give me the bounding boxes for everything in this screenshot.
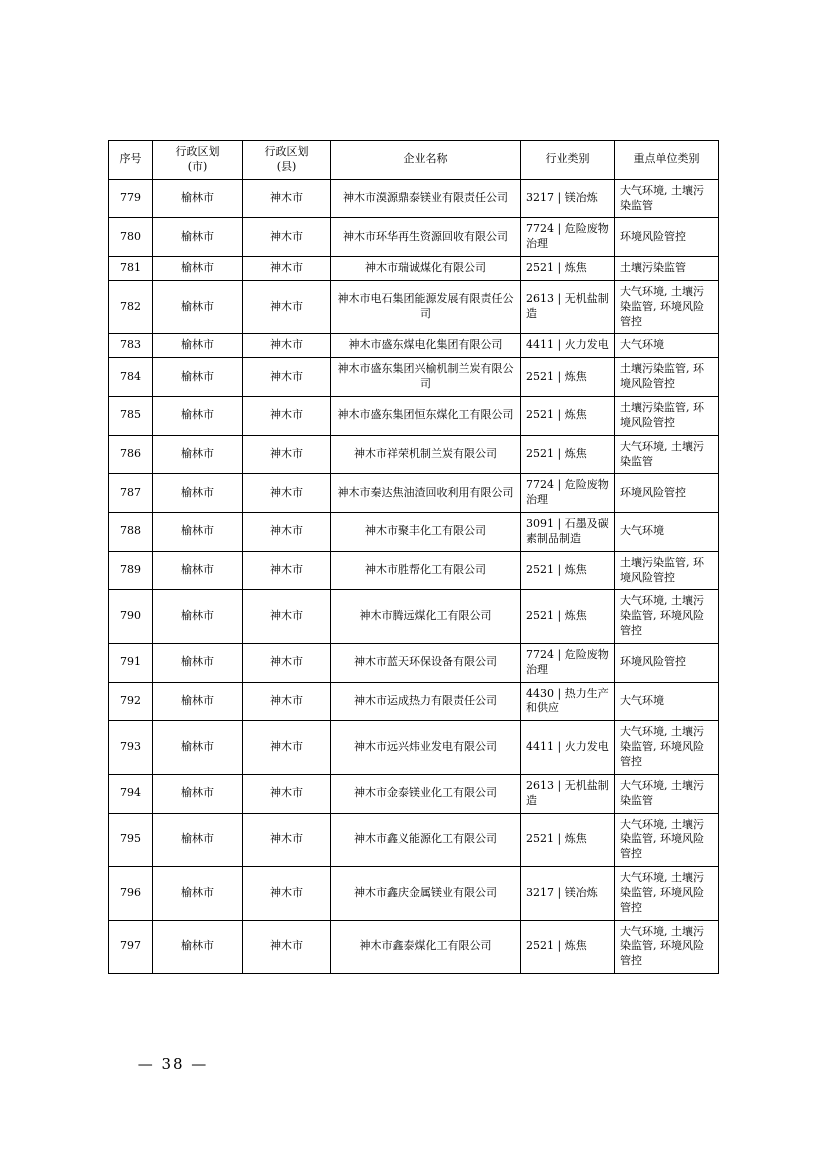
table-row: [109, 721, 719, 775]
column-header-industry: 行业类别: [521, 141, 615, 180]
cell-seq: 796: [109, 867, 153, 921]
cell-city: 榆林市: [153, 179, 243, 218]
table-body: [109, 179, 719, 973]
page-footer: [0, 1055, 826, 1073]
cell-enterprise-name: 神木市漠源鼎泰镁业有限责任公司: [331, 179, 521, 218]
column-header-city-line1: 行政区划: [175, 145, 220, 158]
cell-category: 大气环境, 土壤污染监管: [615, 179, 719, 218]
column-header-seq: 序号: [109, 141, 153, 180]
cell-enterprise-name: 神木市瑞诚煤化有限公司: [331, 257, 521, 281]
cell-enterprise-name: 神木市鑫庆金属镁业有限公司: [331, 867, 521, 921]
cell-city: 榆林市: [153, 513, 243, 552]
cell-seq: 795: [109, 813, 153, 867]
cell-enterprise-name: 神木市环华再生资源回收有限公司: [331, 218, 521, 257]
cell-county: 神木市: [243, 513, 331, 552]
cell-seq: 779: [109, 179, 153, 218]
cell-category: 环境风险管控: [615, 474, 719, 513]
cell-city: 榆林市: [153, 396, 243, 435]
table-row: [109, 682, 719, 721]
cell-category: 大气环境, 土壤污染监管, 环境风险管控: [615, 867, 719, 921]
table-row: [109, 774, 719, 813]
cell-city: 榆林市: [153, 682, 243, 721]
cell-enterprise-name: 神木市蓝天环保设备有限公司: [331, 643, 521, 682]
cell-industry: 4430 | 热力生产和供应: [521, 682, 615, 721]
cell-seq: 788: [109, 513, 153, 552]
cell-enterprise-name: 神木市聚丰化工有限公司: [331, 513, 521, 552]
cell-city: 榆林市: [153, 867, 243, 921]
cell-county: 神木市: [243, 682, 331, 721]
cell-seq: 793: [109, 721, 153, 775]
cell-enterprise-name: 神木市胜帮化工有限公司: [331, 551, 521, 590]
cell-county: 神木市: [243, 179, 331, 218]
cell-industry: 3217 | 镁冶炼: [521, 867, 615, 921]
cell-category: 大气环境, 土壤污染监管: [615, 774, 719, 813]
cell-industry: 7724 | 危险废物治理: [521, 474, 615, 513]
cell-category: 环境风险管控: [615, 643, 719, 682]
cell-enterprise-name: 神木市金泰镁业化工有限公司: [331, 774, 521, 813]
cell-county: 神木市: [243, 774, 331, 813]
cell-seq: 792: [109, 682, 153, 721]
cell-industry: 2521 | 炼焦: [521, 590, 615, 644]
cell-seq: 784: [109, 358, 153, 397]
table-row: [109, 551, 719, 590]
cell-city: 榆林市: [153, 551, 243, 590]
cell-county: 神木市: [243, 257, 331, 281]
cell-enterprise-name: 神木市盛东集团兴榆机制兰炭有限公司: [331, 358, 521, 397]
cell-county: 神木市: [243, 334, 331, 358]
table-row: [109, 358, 719, 397]
cell-enterprise-name: 神木市盛东煤电化集团有限公司: [331, 334, 521, 358]
cell-city: 榆林市: [153, 774, 243, 813]
cell-category: 土壤污染监管, 环境风险管控: [615, 358, 719, 397]
cell-enterprise-name: 神木市祥荣机制兰炭有限公司: [331, 435, 521, 474]
cell-seq: 797: [109, 920, 153, 974]
cell-industry: 4411 | 火力发电: [521, 721, 615, 775]
cell-city: 榆林市: [153, 358, 243, 397]
cell-county: 神木市: [243, 218, 331, 257]
table-row: [109, 280, 719, 334]
cell-county: 神木市: [243, 551, 331, 590]
cell-category: 大气环境, 土壤污染监管, 环境风险管控: [615, 721, 719, 775]
cell-city: 榆林市: [153, 721, 243, 775]
column-header-enterprise-name: 企业名称: [331, 141, 521, 180]
cell-enterprise-name: 神木市秦达焦油渣回收利用有限公司: [331, 474, 521, 513]
cell-enterprise-name: 神木市腾远煤化工有限公司: [331, 590, 521, 644]
cell-category: 土壤污染监管, 环境风险管控: [615, 396, 719, 435]
cell-county: 神木市: [243, 920, 331, 974]
cell-county: 神木市: [243, 435, 331, 474]
cell-county: 神木市: [243, 396, 331, 435]
cell-category: 土壤污染监管: [615, 257, 719, 281]
column-header-category: 重点单位类别: [615, 141, 719, 180]
cell-city: 榆林市: [153, 334, 243, 358]
cell-city: 榆林市: [153, 280, 243, 334]
column-header-county-line2: (县): [276, 159, 297, 173]
cell-category: 大气环境: [615, 682, 719, 721]
table-row: [109, 334, 719, 358]
table-row: [109, 474, 719, 513]
cell-county: 神木市: [243, 867, 331, 921]
cell-industry: 7724 | 危险废物治理: [521, 218, 615, 257]
cell-enterprise-name: 神木市运成热力有限责任公司: [331, 682, 521, 721]
cell-enterprise-name: 神木市电石集团能源发展有限责任公司: [331, 280, 521, 334]
cell-seq: 789: [109, 551, 153, 590]
column-header-county: [243, 141, 331, 180]
cell-enterprise-name: 神木市盛东集团恒东煤化工有限公司: [331, 396, 521, 435]
cell-category: 大气环境: [615, 334, 719, 358]
cell-industry: 4411 | 火力发电: [521, 334, 615, 358]
cell-county: 神木市: [243, 721, 331, 775]
column-header-county-line1: 行政区划: [264, 145, 309, 158]
page-number: — 38 —: [137, 1055, 209, 1073]
cell-county: 神木市: [243, 474, 331, 513]
key-units-table-container: [108, 140, 718, 974]
cell-category: 土壤污染监管, 环境风险管控: [615, 551, 719, 590]
cell-city: 榆林市: [153, 257, 243, 281]
cell-category: 大气环境, 土壤污染监管, 环境风险管控: [615, 590, 719, 644]
cell-industry: 2521 | 炼焦: [521, 920, 615, 974]
cell-industry: 2521 | 炼焦: [521, 257, 615, 281]
cell-seq: 781: [109, 257, 153, 281]
table-row: [109, 590, 719, 644]
cell-industry: 2613 | 无机盐制造: [521, 774, 615, 813]
cell-industry: 2613 | 无机盐制造: [521, 280, 615, 334]
key-units-table: [108, 140, 719, 974]
cell-city: 榆林市: [153, 590, 243, 644]
cell-city: 榆林市: [153, 474, 243, 513]
table-row: [109, 218, 719, 257]
cell-enterprise-name: 神木市鑫泰煤化工有限公司: [331, 920, 521, 974]
cell-seq: 791: [109, 643, 153, 682]
cell-category: 大气环境, 土壤污染监管, 环境风险管控: [615, 280, 719, 334]
cell-category: 大气环境, 土壤污染监管, 环境风险管控: [615, 920, 719, 974]
cell-city: 榆林市: [153, 218, 243, 257]
table-row: [109, 813, 719, 867]
cell-industry: 2521 | 炼焦: [521, 435, 615, 474]
cell-industry: 2521 | 炼焦: [521, 396, 615, 435]
cell-seq: 794: [109, 774, 153, 813]
cell-city: 榆林市: [153, 435, 243, 474]
cell-seq: 783: [109, 334, 153, 358]
cell-seq: 782: [109, 280, 153, 334]
cell-city: 榆林市: [153, 920, 243, 974]
cell-industry: 3091 | 石墨及碳素制品制造: [521, 513, 615, 552]
cell-seq: 787: [109, 474, 153, 513]
cell-seq: 780: [109, 218, 153, 257]
column-header-city-line2: (市): [187, 159, 208, 173]
cell-industry: 2521 | 炼焦: [521, 813, 615, 867]
cell-industry: 7724 | 危险废物治理: [521, 643, 615, 682]
cell-enterprise-name: 神木市远兴炜业发电有限公司: [331, 721, 521, 775]
table-row: [109, 867, 719, 921]
table-header-row: [109, 141, 719, 180]
cell-industry: 3217 | 镁冶炼: [521, 179, 615, 218]
table-row: [109, 396, 719, 435]
cell-seq: 785: [109, 396, 153, 435]
cell-county: 神木市: [243, 643, 331, 682]
cell-city: 榆林市: [153, 813, 243, 867]
cell-seq: 790: [109, 590, 153, 644]
cell-industry: 2521 | 炼焦: [521, 551, 615, 590]
cell-county: 神木市: [243, 590, 331, 644]
table-row: [109, 513, 719, 552]
cell-county: 神木市: [243, 813, 331, 867]
table-row: [109, 257, 719, 281]
table-row: [109, 179, 719, 218]
cell-enterprise-name: 神木市鑫义能源化工有限公司: [331, 813, 521, 867]
cell-category: 大气环境, 土壤污染监管, 环境风险管控: [615, 813, 719, 867]
table-row: [109, 920, 719, 974]
cell-city: 榆林市: [153, 643, 243, 682]
cell-county: 神木市: [243, 358, 331, 397]
table-header: [109, 141, 719, 180]
cell-category: 大气环境, 土壤污染监管: [615, 435, 719, 474]
table-row: [109, 643, 719, 682]
column-header-city: [153, 141, 243, 180]
table-row: [109, 435, 719, 474]
cell-county: 神木市: [243, 280, 331, 334]
cell-category: 环境风险管控: [615, 218, 719, 257]
cell-seq: 786: [109, 435, 153, 474]
cell-industry: 2521 | 炼焦: [521, 358, 615, 397]
cell-category: 大气环境: [615, 513, 719, 552]
